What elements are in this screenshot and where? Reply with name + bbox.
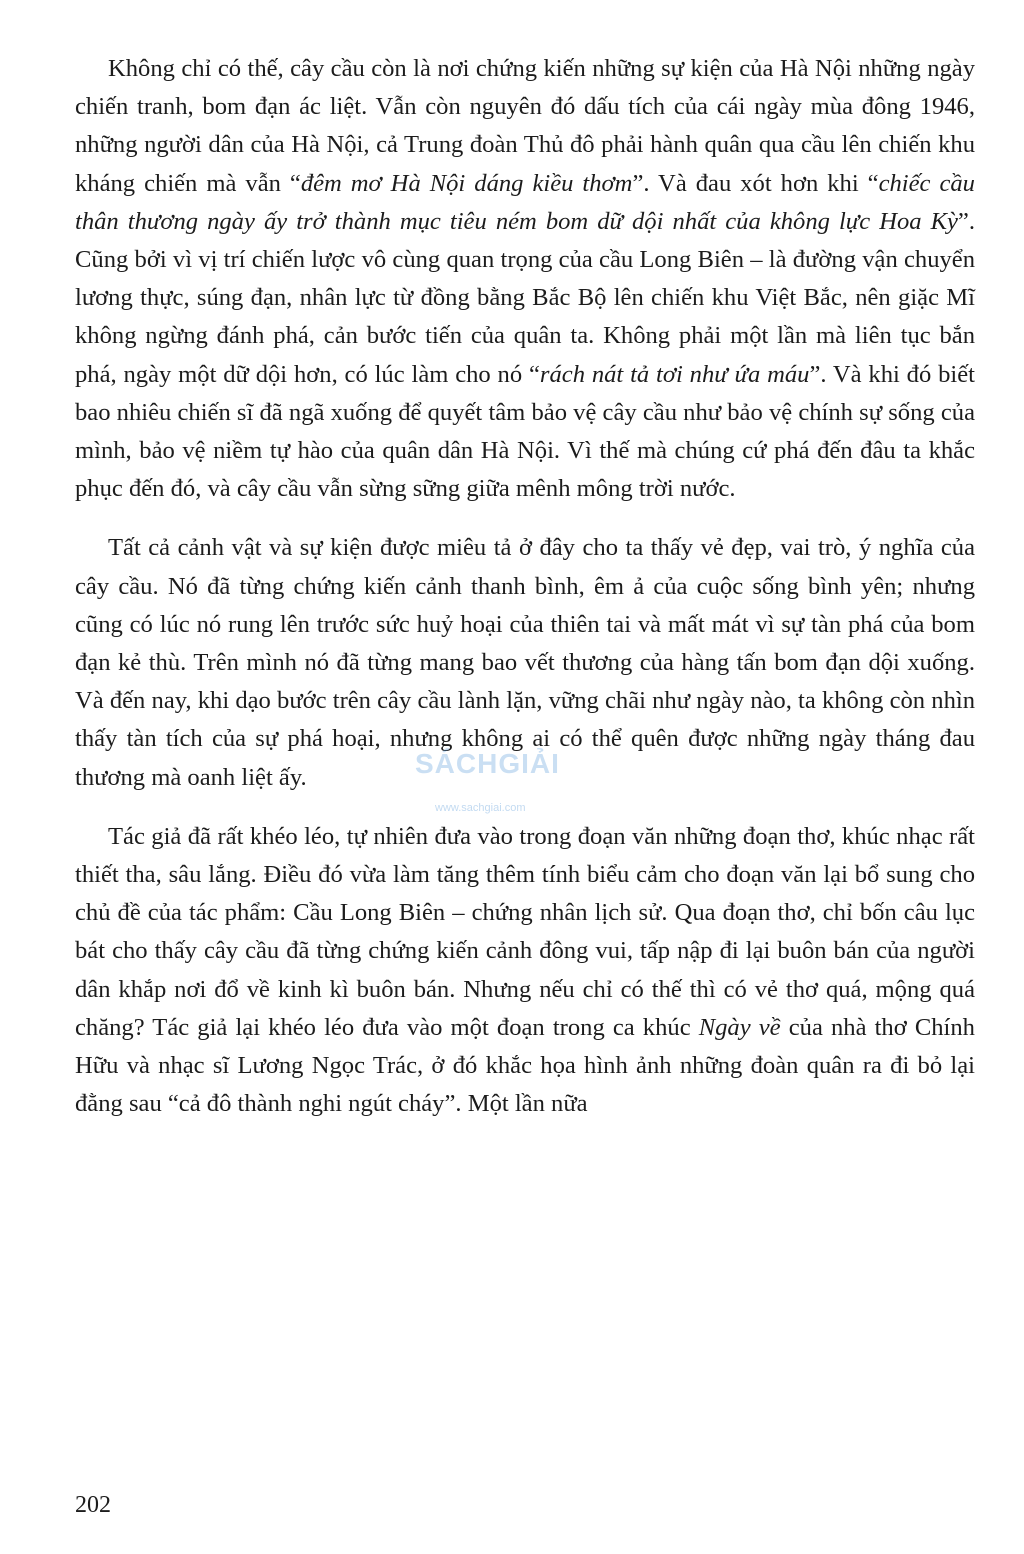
paragraph-3-song-title: Ngày về — [698, 1013, 781, 1041]
paragraph-1-quote-2: chiếc cầu thân thương ngày ấy trở thành mục tiêu ném bom dữ dội nhất của không lực Hoa Kỳ — [75, 169, 975, 235]
paragraph-1-quote-1: đêm mơ Hà Nội dáng kiều thơm — [300, 169, 633, 197]
page-number: 202 — [75, 1492, 111, 1518]
watermark-brand: SÁCHGIẢI — [415, 748, 560, 779]
page-body — [75, 50, 975, 1123]
paragraph-1-text-2: ”. Và đau xót hơn khi “ — [632, 169, 879, 197]
watermark-url: www.sachgiai.com — [435, 802, 526, 814]
paragraph-1-text-1: Không chỉ có thế, cây cầu còn là nơi chứng kiến những sự kiện của Hà Nội những ngày chiến tranh, bom đạn ác liệt. Vẫn còn nguyên đó dấu tích của cái ngày mùa đông 1946, những người dân của Hà Nội, cả Trung đoàn Thủ đô phải hành quân qua cầu lên chiến khu kháng chiến mà vẫn “ — [75, 55, 975, 197]
paragraph-1-text-3: ”. Cũng bởi vì vị trí chiến lược vô cùng quan trọng của cầu Long Biên – là đường vận chuyển lương thực, súng đạn, nhân lực từ đồng bằng Bắc Bộ lên chiến khu Việt Bắc, nên giặc Mĩ không ngừng đánh phá, cản bước tiến của quân ta. Không phải một lần mà liên tục bắn phá, ngày một dữ dội hơn, có lúc làm cho nó “ — [75, 207, 975, 388]
paragraph-3-text-2: của nhà thơ Chính Hữu và nhạc sĩ Lương Ngọc Trác, ở đó khắc họa hình ảnh những đoàn quân ra đi bỏ lại đằng sau “cả đô thành nghi ngút cháy”. Một lần nữa — [75, 1013, 975, 1118]
paragraph-1 — [75, 50, 975, 508]
paragraph-2-text-1: Tất cả cảnh vật và sự kiện được miêu tả ở đây cho ta thấy vẻ đẹp, vai trò, ý nghĩa của cây cầu. Nó đã từng chứng kiến cảnh thanh bình, êm ả của cuộc sống bình yên; nhưng cũng có lúc nó rung lên trước sức huỷ hoại của thiên tai và mất mát vì sự tàn phá của bom đạn kẻ thù. Trên mình nó đã từng mang bao vết thương của hàng tấn bom đạn dội xuống. Và đến nay, khi dạo bước trên cây cầu lành lặn, vững chãi như ngày nào, ta không còn nhìn thấy tàn tích của sự phá hoại, nhưng không ai có thể quên được những ngày tháng đau thương mà oanh liệt ấy. — [75, 534, 975, 791]
paragraph-1-quote-3: rách nát tả tơi như ứa máu — [539, 360, 810, 388]
paragraph-2 — [75, 529, 975, 796]
paragraph-3 — [75, 818, 975, 1124]
paragraph-3-text-1: Tác giả đã rất khéo léo, tự nhiên đưa vào trong đoạn văn những đoạn thơ, khúc nhạc rất thiết tha, sâu lắng. Điều đó vừa làm tăng thêm tính biểu cảm cho đoạn văn lại bổ sung cho chủ đề của tác phẩm: Cầu Long Biên – chứng nhân lịch sử. Qua đoạn thơ, chỉ bốn câu lục bát cho thấy cây cầu đã từng chứng kiến cảnh đông vui, tấp nập đi lại buôn bán của người dân khắp nơi đổ về kinh kì buôn bán. Nhưng nếu chỉ có thế thì có vẻ thơ quá, mộng quá chăng? Tác giả lại khéo léo đưa vào một đoạn trong ca khúc — [75, 822, 975, 1041]
paragraph-1-text-4: ”. Và khi đó biết bao nhiêu chiến sĩ đã ngã xuống để quyết tâm bảo vệ cây cầu như bảo vệ chính sự sống của mình, bảo vệ niềm tự hào của quân dân Hà Nội. Vì thế mà chúng cứ phá đến đâu ta khắc phục đến đó, và cây cầu vẫn sừng sững giữa mênh mông trời nước. — [75, 360, 975, 503]
